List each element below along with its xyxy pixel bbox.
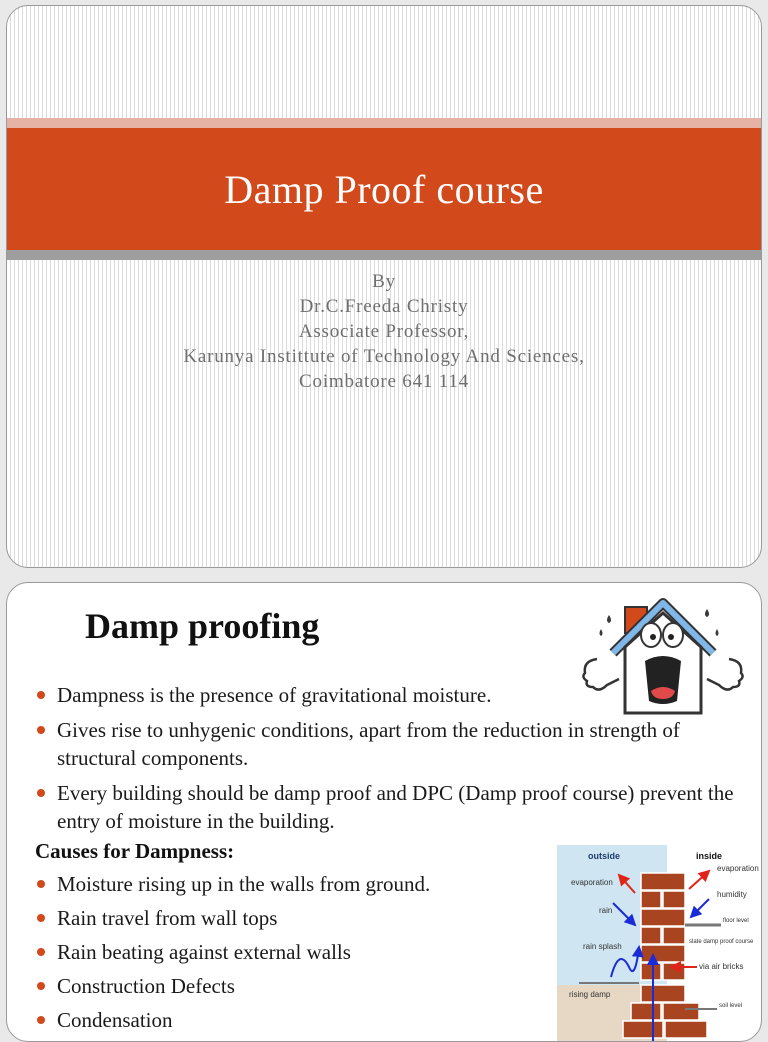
author-block (7, 269, 761, 394)
diagram-label: outside (587, 851, 621, 861)
slide-title: Damp Proof course (224, 166, 544, 212)
subtitle-by: By (372, 271, 396, 292)
diagram-label: slate damp proof course (689, 939, 754, 945)
title-band-accent (7, 118, 761, 128)
diagram-label: via air bricks (699, 962, 744, 971)
author-institution: Karunya Instittute of Technology And Sciences, (183, 346, 585, 367)
list-item: Rain beating against external walls (35, 938, 555, 966)
diagram-label: evaporation (571, 878, 613, 887)
list-item: Rain travel from wall tops (35, 904, 555, 932)
list-item: Moisture rising up in the walls from ground. (35, 870, 555, 898)
diagram-label: rising damp (569, 990, 611, 999)
dampness-diagram (549, 845, 762, 1042)
slide-heading: Damp proofing (85, 606, 320, 646)
diagram-label: soil level (719, 1003, 743, 1009)
author-name: Dr.C.Freeda Christy (299, 296, 469, 317)
diagram-label: humidity (717, 890, 747, 899)
list-item: Dampness is the presence of gravitational moisture. (35, 681, 735, 709)
diagram-label: rain (599, 906, 613, 915)
diagram-label: rain splash (583, 942, 622, 951)
causes-heading: Causes for Dampness: (35, 839, 235, 863)
author-city: Coimbatore 641 114 (299, 371, 469, 392)
list-item: Condensation (35, 1006, 555, 1034)
list-item: Gives rise to unhygenic conditions, apart from the reduction in strength of structural components. (35, 716, 735, 772)
author-role: Associate Professor, (298, 321, 470, 342)
definition-list (35, 681, 735, 842)
list-item: Every building should be damp proof and DPC (Damp proof course) prevent the entry of moisture in the building. (35, 779, 735, 835)
title-slide (6, 5, 762, 568)
diagram-label: floor level (723, 918, 749, 924)
diagram-label: evaporation (717, 864, 759, 873)
causes-list (35, 870, 555, 1040)
content-slide (6, 582, 762, 1042)
list-item: Construction Defects (35, 972, 555, 1000)
diagram-label: inside (695, 851, 723, 861)
title-band-shadow (7, 250, 761, 260)
